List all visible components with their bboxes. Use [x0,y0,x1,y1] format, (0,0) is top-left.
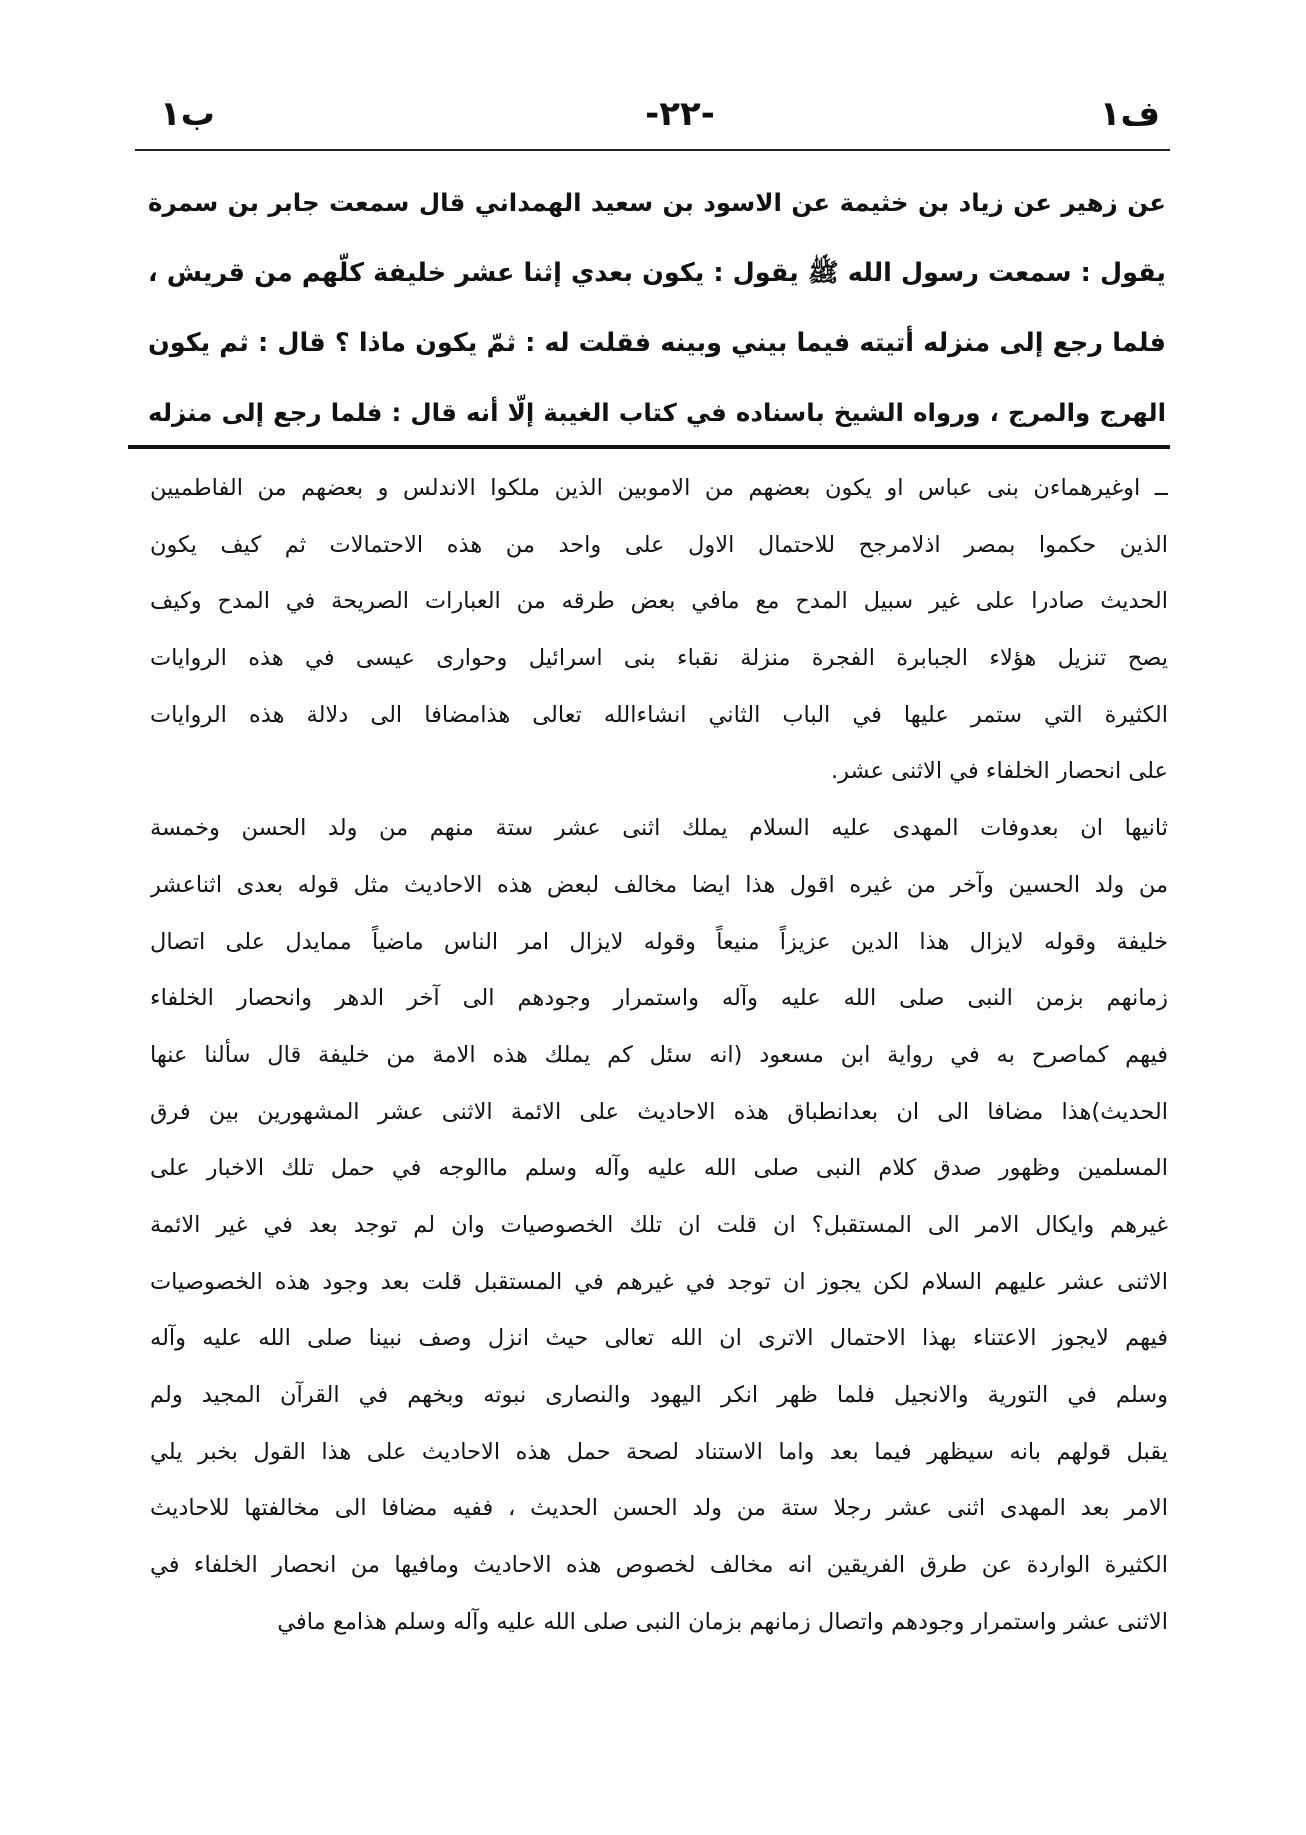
footnote-line: يقبل قولهم بانه سيظهر فيما بعد واما الاستناد لصحة حمل هذه الاحاديث على هذا القول بخبر يلي [150,1438,1168,1465]
footnote-line: الاثنى عشر واستمرار وجودهم واتصال زمانهم بزمان النبى صلى الله عليه وآله وسلم هذامع مافي [277,1608,1168,1635]
footnote-line: على انحصار الخلفاء في الاثنى عشر. [830,758,1168,785]
header-rule [135,149,1170,151]
header-right-label: ف١ [1099,94,1160,134]
page-header [150,92,1160,142]
footnote-line: الاثنى عشر عليهم السلام لكن يجوز ان توجد في غيرهم في المستقبل قلت بعد وجود هذه الخصوصيات [150,1268,1168,1295]
footnote-line: الحديث صادرا على غير سبيل المدح مع مافي بعض طرقه من العبارات الصريحة في المدح وكيف [150,588,1168,615]
footnote-line: يصح تنزيل هؤلاء الجبابرة الفجرة منزلة نقباء بنى اسرائيل وحوارى عيسى في هذه الروايات [150,645,1168,672]
main-text-line: يقول : سمعت رسول الله ﷺ يقول : يكون بعدي إثنا عشر خليفة كلّهم من قريش ، [148,258,1166,288]
header-left-label: ب١ [160,94,215,134]
footnote-separator [128,445,1170,449]
main-text-block [148,168,1166,448]
footnote-line: زمانهم بزمن النبى صلى الله عليه وآله واستمرار وجودهم الى آخر الدهر وانحصار الخلفاء [150,985,1168,1012]
footnote-line: المسلمين وظهور صدق كلام النبى صلى الله عليه وآله وسلم ماالوجه في حمل تلك الاخبار على [150,1155,1168,1182]
footnote-block [150,460,1168,1650]
footnote-line: الامر بعد المهدى اثنى عشر رجلا ستة من ولد الحسن الحديث ، ففيه مضافا الى مخالفتها للاحاديث [150,1495,1168,1522]
footnote-line: خليفة وقوله لايزال هذا الدين عزيزاً منيعاً وقوله لايزال امر الناس ماضياً ممايدل على اتصال [150,928,1168,955]
page-number: -٢٢- [645,94,715,134]
footnote-line: فيهم لايجوز الاعتناء بهذا الاحتمال الاترى ان الله تعالى حيث انزل وصف نبينا صلى الله عليه وآله [150,1325,1168,1352]
footnote-line: من ولد الحسين وآخر من غيره اقول هذا ايضا مخالف لبعض هذه الاحاديث مثل قوله بعدى اثناعشر [150,871,1168,898]
footnote-line: الذين حكموا بمصر اذلامرجح للاحتمال الاول على واحد من هذه الاحتمالات ثم كيف يكون [150,531,1168,558]
footnote-line: ــ اوغيرهماءن بنى عباس او يكون بعضهم من الاموبين الذين ملكوا الاندلس و بعضهم من الفاطميين [150,475,1168,501]
main-text-line: الهرج والمرج ، ورواه الشيخ باسناده في كتاب الغيبة إلّا أنه قال : فلما رجع إلى منزله [148,398,1166,427]
footnote-line: ثانيها ان بعدوفات المهدى عليه السلام يملك اثنى عشر ستة منهم من ولد الحسن وخمسة [150,815,1168,842]
footnote-line: الكثيرة التي ستمر عليها في الباب الثاني انشاءالله تعالى هذامضافا الى دلالة هذه الروايات [150,701,1168,728]
main-text-line: عن زهير عن زياد بن خثيمة عن الاسود بن سعيد الهمداني قال سمعت جابر بن سمرة [148,188,1166,217]
footnote-line: الكثيرة الواردة عن طرق الفريقين انه مخالف لخصوص هذه الاحاديث ومافيها من انحصار الخلفاء في [150,1552,1168,1579]
footnote-line: فيهم كماصرح به في رواية ابن مسعود (انه سئل كم يملك هذه الامة من خليفة قال سألنا عنها [150,1041,1168,1068]
main-text-line: فلما رجع إلى منزله أتيته فيما بيني وبينه فقلت له : ثمّ يكون ماذا ؟ قال : ثم يكون [148,328,1166,358]
footnote-line: غيرهم وايكال الامر الى المستقبل؟ ان قلت ان تلك الخصوصيات وان لم توجد بعد في غير الائمة [150,1211,1168,1238]
footnote-line: الحديث)هذا مضافا الى ان بعدانطباق هذه الاحاديث على الائمة الاثنى عشر المشهورين بين فرق [150,1098,1168,1125]
footnote-line: وسلم في التورية والانجيل فلما ظهر انكر اليهود والنصارى نبوته وبخهم في القرآن المجيد ولم [150,1382,1168,1408]
